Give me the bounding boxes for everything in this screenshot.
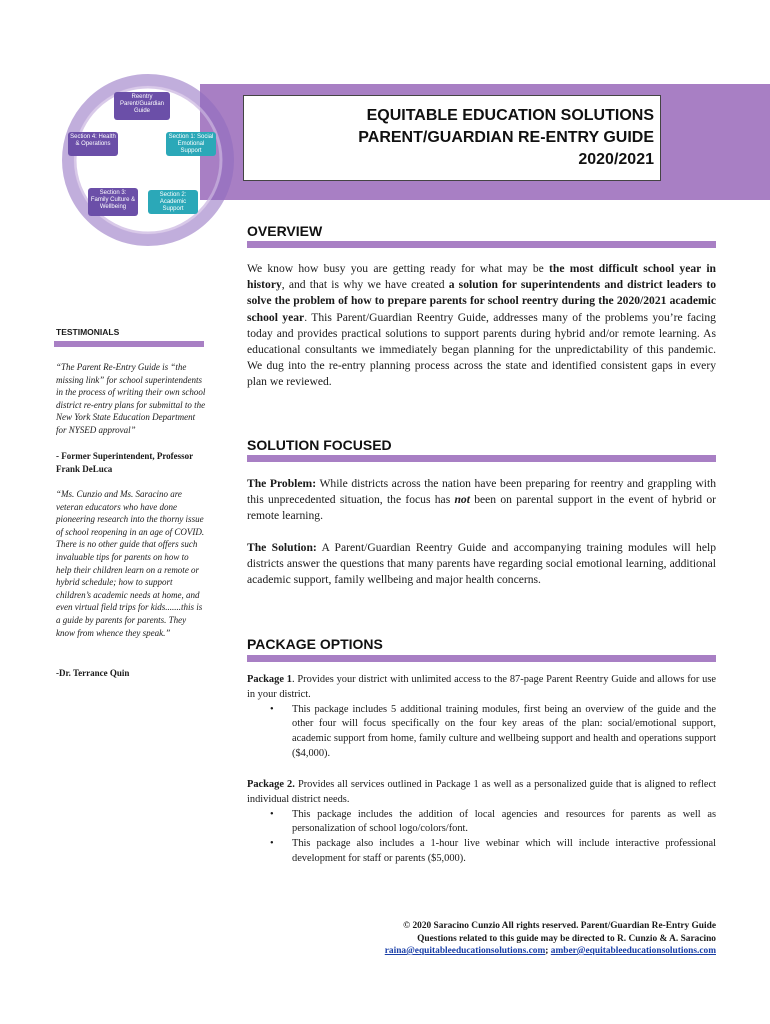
overview-text-1: We know how busy you are getting ready for what may be (247, 262, 550, 275)
problem-text-b: been on parental support in the event of hybrid or remote learning. (247, 493, 717, 523)
package-2-text: Provides all services outlined in Package 1 as well as a personalized guide that is aligned to reflect individual district needs. (247, 779, 716, 805)
title-line-1: EQUITABLE EDUCATION SOLUTIONS (366, 107, 654, 124)
overview-bold-2: a solution for superintendents and district leaders to solve the problem of how to prepare parents for school reentry during the 2020/2021 academic school year (247, 278, 717, 324)
diagram-center-node: Reentry Parent/Guardian Guide (114, 92, 170, 120)
guide-cycle-diagram (58, 68, 238, 250)
email-separator: ; (545, 946, 551, 956)
solution-label: The Solution: (247, 541, 317, 554)
package-2-list (247, 808, 716, 867)
overview-bold-1: the most difficult school year in history (247, 262, 717, 292)
overview-text-2: , and that is why we have created (281, 278, 449, 292)
problem-text-a: While districts across the nation have been preparing for reentry and grappling with this unprecedented situation, the focus has (247, 477, 717, 507)
overview-text-3: . This Parent/Guardian Reentry Guide, addresses many of the problems you’re facing today and provides practical solutions to support parents during hybrid and/or remote learning. As educational consultants we immediately began planning for the unpredictability of this pandemic. We dug into the re-entry planning process across the state and identified consistent gaps in every plan we reviewed. (247, 310, 716, 389)
package-1-bullet-1: • This package includes 5 additional training modules, first being an overview of the guide and the other four will focus specifically on the four key areas of the plan: social/emotional support, academic support from home, family culture and wellbeing support and health and operations support ($4,000). (292, 703, 716, 762)
overview-paragraph (247, 261, 716, 391)
package-1-intro (247, 673, 716, 703)
packages-rule (247, 655, 716, 662)
title-line-2: PARENT/GUARDIAN RE-ENTRY GUIDE (358, 129, 654, 146)
package-1-text: . Provides your district with unlimited access to the 87-page Parent Reentry Guide and allows for use in your district. (247, 674, 717, 700)
overview-rule (247, 241, 716, 248)
package-2-label: Package 2. (247, 779, 295, 790)
testimonials-rule (54, 341, 204, 347)
footer-copyright: © 2020 Saracino Cunzio All rights reserved. Parent/Guardian Re-Entry Guide (403, 921, 716, 931)
title-line-3: 2020/2021 (578, 151, 654, 168)
overview-heading: OVERVIEW (247, 223, 323, 239)
packages-heading: PACKAGE OPTIONS (247, 636, 383, 652)
email-link-raina[interactable]: raina@equitableeducationsolutions.com (384, 946, 546, 956)
email-link-amber[interactable]: amber@equitableeducationsolutions.com (550, 946, 716, 956)
testimonial-quote-1: “The Parent Re-Entry Guide is “the missing link” for school superintendents in the process of writing their own school district re-entry plans for submittal to the New York State Education Department for NYSED approval” (56, 362, 206, 435)
solution-text: A Parent/Guardian Reentry Guide and accompanying training modules will help districts answer the questions that many parents have regarding social emotional learning, additional academic support, family wellbeing and major health concerns. (247, 541, 717, 587)
footer (340, 920, 716, 958)
testimonial-attribution-1: - Former Superintendent, Professor Frank DeLuca (56, 451, 193, 474)
package-1 (247, 673, 716, 762)
diagram-node-section-2: Section 2: Academic Support (148, 190, 198, 214)
diagram-node-section-3: Section 3: Family Culture & Wellbeing (88, 188, 138, 216)
testimonials-heading: TESTIMONIALS (56, 327, 120, 337)
solution-rule (247, 455, 716, 462)
package-2-intro (247, 778, 716, 808)
solution-heading: SOLUTION FOCUSED (247, 437, 392, 453)
problem-paragraph (247, 476, 716, 525)
title-box (243, 95, 661, 181)
footer-emails (340, 945, 716, 958)
footer-contact: Questions related to this guide may be directed to R. Cunzio & A. Saracino (417, 933, 716, 944)
problem-not: not (454, 493, 470, 507)
package-2-bullet-2: • This package also includes a 1-hour live webinar which will include interactive professional development for staff or parents ($5,000). (292, 837, 716, 867)
diagram-node-section-1: Section 1: Social Emotional Support (166, 132, 216, 156)
solution-paragraph (247, 540, 716, 589)
testimonial-attribution-2: -Dr. Terrance Quin (56, 668, 130, 678)
diagram-node-section-4: Section 4: Health & Operations (68, 132, 118, 156)
problem-label: The Problem: (247, 477, 317, 490)
testimonial-quote-2: “Ms. Cunzio and Ms. Saracino are veteran educators who have done pioneering research into the thorny issue of school reopening in an age of COVID. There is no other guide that offers such invaluable tips for parents on how to help their children learn on a remote or hybrid schedule; how to support children’s academic needs at home, and even virtual field trips for kids.......this is a guide by parents for parents. They know from whence they speak.” (56, 489, 205, 638)
package-1-label: Package 1 (247, 674, 292, 685)
package-1-list (247, 703, 716, 762)
package-2 (247, 778, 716, 867)
package-2-bullet-1: • This package includes the addition of local agencies and resources for parents as well as personalization of school logo/colors/font. (292, 808, 716, 838)
